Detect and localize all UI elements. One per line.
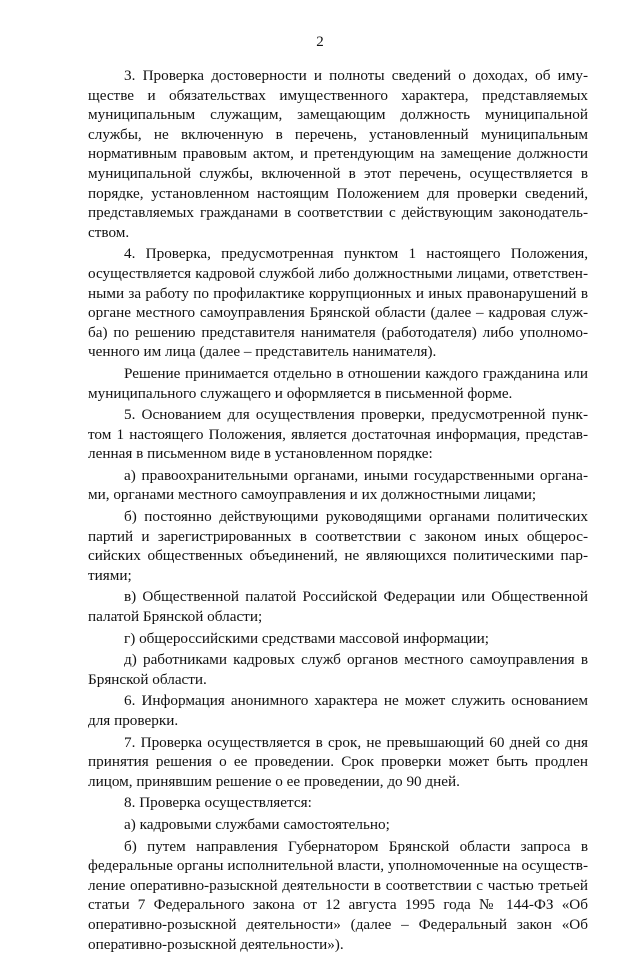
page-number: 2 <box>316 34 324 50</box>
document-body <box>88 66 588 954</box>
paragraph-8: 8. Проверка осуществляется: <box>124 794 312 812</box>
paragraph-6: 6. Информация анонимного характера не может служить основанием для проверки. <box>88 692 588 729</box>
paragraph-3: 3. Проверка достоверности и полноты сведений о доходах, об имуществе и обязательствах имущественного характера, представляемых муниципальным служащим, замещающим должность муниципальной службы, не включенную в перечень, установленный муниципальным нормативным правовым актом, и претендующим на замещение должности муниципальной службы, включенной в этот перечень, осуществляется в порядке, установленном настоящим Положением для проверки сведений, представляемых гражданами в соответствии с действующим законодательством. <box>88 67 588 241</box>
paragraph-5-d: д) работниками кадровых служб органов местного самоуправления в Брянской области. <box>88 651 588 688</box>
paragraph-8-b: б) путем направления Губернатором Брянской области запроса в федеральные органы исполнительной власти, уполномоченные на осуществление оперативно-разыскной деятельности в соответствии с частью третьей статьи 7 Федерального закона от 12 августа 1995 года № 144-ФЗ «Об оперативно-розыскной деятельности» (далее – Федеральный закон «Об оперативно-розыскной деятельности»). <box>88 837 588 953</box>
paragraph-decision: Решение принимается отдельно в отношении каждого гражданина или муниципального служащего и оформляется в письменной форме. <box>88 364 588 402</box>
paragraph-8-a: а) кадровыми службами самостоятельно; <box>124 815 390 833</box>
paragraph-5-b: б) постоянно действующими руководящими органами политических партий и зарегистрированных в соответствии с законом иных общероссийских общественных объединений, не являющихся политическими партиями; <box>88 508 588 584</box>
paragraph-5-v: в) Общественной палатой Российской Федерации или Общественной палатой Брянской области; <box>88 588 588 626</box>
paragraph-4: 4. Проверка, предусмотренная пунктом 1 настоящего Положения, осуществляется кадровой службой либо должностными лицами, ответственными за работу по профилактике коррупционных и иных правонарушений в органе местного самоуправления Брянской области (далее – кадровая служба) по решению представителя нанимателя (работодателя) либо уполномоченного им лица (далее – представитель нанимателя). <box>88 245 588 361</box>
paragraph-5: 5. Основанием для осуществления проверки, предусмотренной пунктом 1 настоящего Положения, является достаточная информация, представленная в письменном виде в установленном порядке: <box>88 406 588 463</box>
paragraph-5-g: г) общероссийскими средствами массовой информации; <box>124 629 489 647</box>
paragraph-7: 7. Проверка осуществляется в срок, не превышающий 60 дней со дня принятия решения о ее проведении. Срок проверки может быть продлен лицом, принявшим решение о ее проведении, до 90 дней. <box>88 733 588 790</box>
paragraph-5-a: а) правоохранительными органами, иными государственными органами, органами местного самоуправления и их должностными лицами; <box>88 466 588 504</box>
